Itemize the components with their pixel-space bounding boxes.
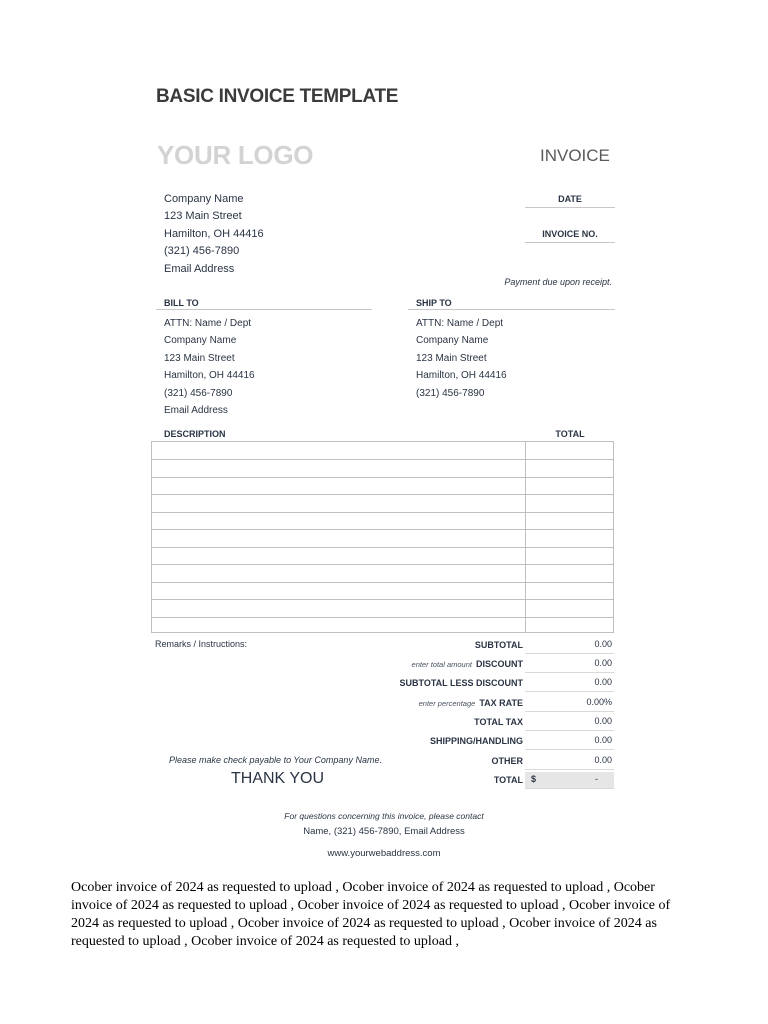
table-row[interactable] <box>152 599 613 600</box>
footer-website: www.yourwebaddress.com <box>327 848 441 859</box>
table-row[interactable] <box>152 564 613 565</box>
logo-placeholder: YOUR LOGO <box>157 140 314 170</box>
table-row[interactable] <box>152 547 613 548</box>
discount-value[interactable]: 0.00 <box>525 656 614 673</box>
ship-to-street: 123 Main Street <box>416 353 487 364</box>
invoice-heading: INVOICE <box>540 146 610 165</box>
table-row[interactable] <box>152 459 613 460</box>
bill-to-city: Hamilton, OH 44416 <box>164 370 255 381</box>
discount-note: enter total amount <box>411 660 472 669</box>
bill-to-company: Company Name <box>164 335 237 346</box>
other-value[interactable]: 0.00 <box>525 753 614 770</box>
date-field-line[interactable] <box>525 207 615 208</box>
remarks-label: Remarks / Instructions: <box>155 639 248 649</box>
ship-to-city: Hamilton, OH 44416 <box>416 370 507 381</box>
company-email: Email Address <box>164 263 235 275</box>
discount-label: enter total amount DISCOUNT <box>411 659 523 669</box>
tax-note: enter percentage <box>418 699 476 708</box>
ship-to-attn: ATTN: Name / Dept <box>416 318 504 329</box>
bill-to-label: BILL TO <box>164 298 199 308</box>
template-title: BASIC INVOICE TEMPLATE <box>156 86 399 107</box>
ship-to-company: Company Name <box>416 335 489 346</box>
subtotal-less-discount-label: SUBTOTAL LESS DISCOUNT <box>399 678 523 688</box>
bill-to-divider <box>156 309 372 310</box>
bill-to-email: Email Address <box>164 405 228 416</box>
company-phone: (321) 456-7890 <box>164 245 240 257</box>
ship-to-label: SHIP TO <box>416 298 452 308</box>
subtotal-value: 0.00 <box>525 637 614 654</box>
bill-to-phone: (321) 456-7890 <box>164 388 233 399</box>
table-row[interactable] <box>152 494 613 495</box>
total-tax-value: 0.00 <box>525 714 614 731</box>
footer-contact-details: Name, (321) 456-7890, Email Address <box>303 826 465 837</box>
line-items-table[interactable] <box>151 441 614 633</box>
tax-rate-value[interactable]: 0.00% <box>525 695 614 712</box>
total-amount: - <box>595 774 598 784</box>
table-row[interactable] <box>152 477 613 478</box>
tax-rate-label: enter percentage TAX RATE <box>418 698 523 708</box>
footer-contact-intro: For questions concerning this invoice, please contact <box>284 811 484 821</box>
invoice-no-label: INVOICE NO. <box>542 229 598 239</box>
bill-to-street: 123 Main Street <box>164 353 235 364</box>
thank-you-text: THANK YOU <box>231 770 325 787</box>
bill-to-attn: ATTN: Name / Dept <box>164 318 252 329</box>
company-city: Hamilton, OH 44416 <box>164 228 264 240</box>
invoice-no-field-line[interactable] <box>525 242 615 243</box>
shipping-label: SHIPPING/HANDLING <box>429 736 523 746</box>
total-label: TOTAL <box>493 775 523 785</box>
ship-to-divider <box>408 309 615 310</box>
table-row[interactable] <box>152 582 613 583</box>
payment-note: Payment due upon receipt. <box>504 277 612 287</box>
total-value <box>525 772 614 789</box>
company-street: 123 Main Street <box>164 210 242 222</box>
description-header: DESCRIPTION <box>164 429 226 439</box>
table-row[interactable] <box>152 512 613 513</box>
column-divider <box>525 442 526 632</box>
table-row[interactable] <box>152 529 613 530</box>
shipping-value[interactable]: 0.00 <box>525 733 614 750</box>
payable-note: Please make check payable to Your Company Name. <box>169 755 382 765</box>
other-label: OTHER <box>491 756 523 766</box>
subtotal-label: SUBTOTAL <box>474 640 523 650</box>
total-tax-label: TOTAL TAX <box>474 717 523 727</box>
body-paragraph: Ocober invoice of 2024 as requested to upload , Ocober invoice of 2024 as requested to upload , Ocober invoice of 2024 as requested to upload , Ocober invoice of 2024 as requested to upload , Ocober invoice of 2024 as requested to upload , Ocober invoice of 2024 as requested to upload , Ocober invoice of 2024 as requested to upload , Ocober invoice of 2024 as requested to upload , <box>71 880 671 949</box>
total-header: TOTAL <box>555 429 585 439</box>
company-name: Company Name <box>164 193 244 205</box>
subtotal-less-discount-value: 0.00 <box>525 675 614 692</box>
table-row[interactable] <box>152 617 613 618</box>
currency-symbol: $ <box>531 774 537 784</box>
ship-to-phone: (321) 456-7890 <box>416 388 485 399</box>
date-label: DATE <box>558 194 582 204</box>
